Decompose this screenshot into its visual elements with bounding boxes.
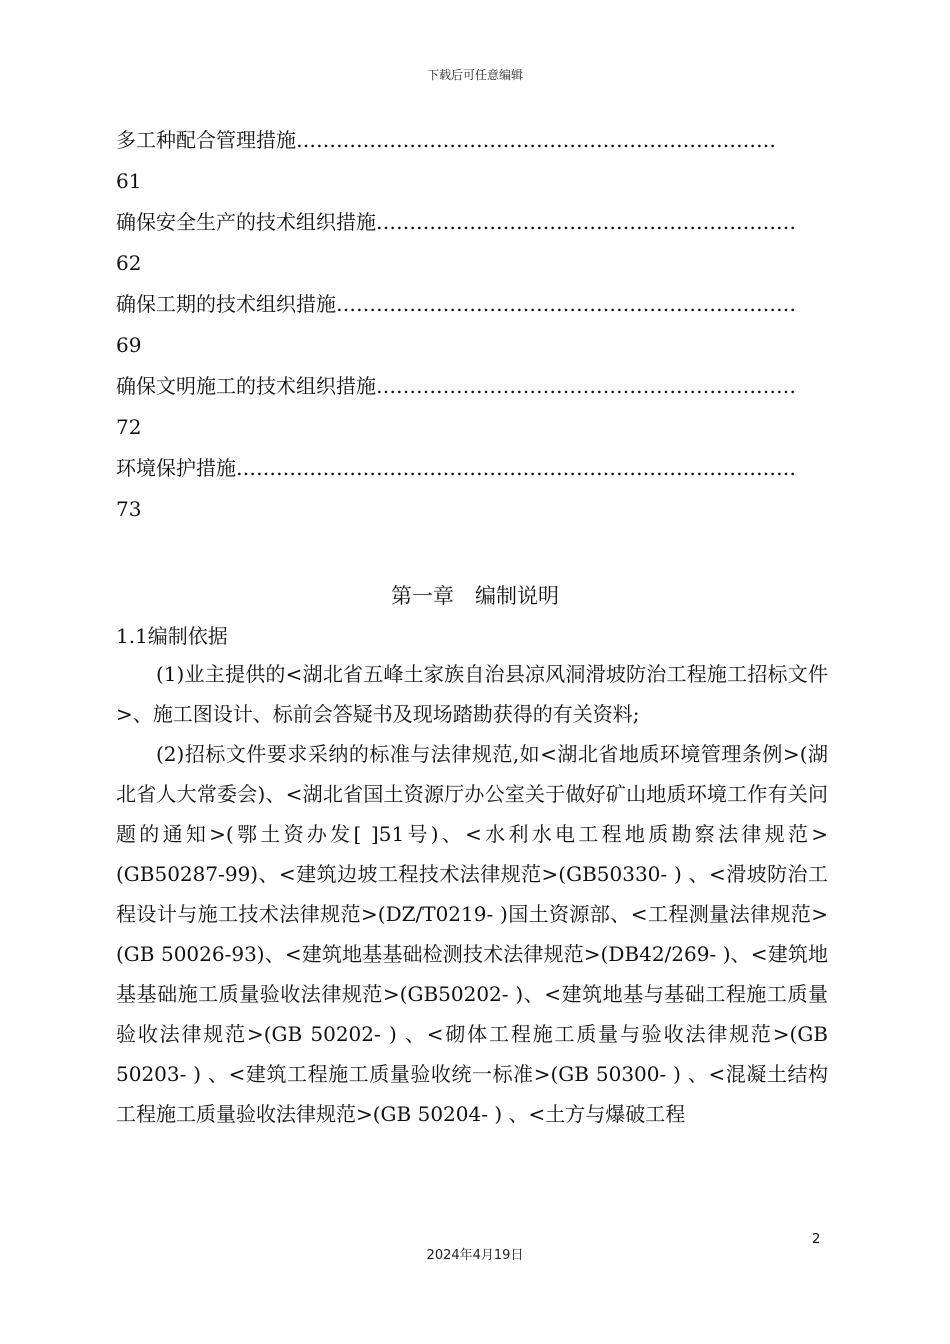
header-note: 下载后可任意编辑 [426,68,523,82]
paragraph: (2)招标文件要求采纳的标准与法律规范,如<湖北省地质环境管理条例>(湖北省人大常委会)、<湖北省国土资源厅办公室关于做好矿山地质环境工作有关问题的通知>(鄂土资办发[ ]51号)、<水利水电工程地质勘察法律规范>(GB50287-99)、<建筑边坡工程技术法律规范>(GB50330- ) 、<滑坡防治工程设计与施工技术法律规范>(DZ/T0219- )国土资源部、<工程测量法律规范>(GB 50026-93)、<建筑地基基础检测技术法律规范>(DB42/269- )、<建筑地基基础施工质量验收法律规范>(GB50202- )、<建筑地基与基础工程施工质量验收法律规范>(GB 50202- ) 、<砌体工程施工质量与验收法律规范>(GB 50203- ) 、<建筑工程施工质量验收统一标准>(GB 50300- ) 、<混凝土结构工程施工质量验收法律规范>(GB 50204- ) 、<土方与爆破工程 [116,742,828,1126]
toc-entry-page: 61 [116,169,142,193]
toc-entry-title: 确保安全生产的技术组织措施……………………………………………………… [116,210,796,234]
page-number: 2 [812,1232,821,1247]
toc-entry-page: 73 [116,497,142,521]
chapter-title: 第一章 编制说明 [391,584,559,608]
toc-entry-page: 72 [116,415,142,439]
toc-entry [116,448,816,530]
toc-entry [116,366,816,448]
toc-entry-title: 环境保护措施………………………………………………………………………… [116,456,796,480]
paragraph: (1)业主提供的<湖北省五峰土家族自治县凉风洞滑坡防治工程施工招标文件>、施工图设计、标前会答疑书及现场踏勘获得的有关资料; [116,662,828,726]
section-heading: 1.1编制依据 [116,624,228,648]
toc-entry [116,284,816,366]
toc-entry [116,120,816,202]
toc-entry-page: 69 [116,333,142,357]
footer-date: 2024年4月19日 [426,1248,524,1263]
toc-entry-title: 确保工期的技术组织措施…………………………………………………………… [116,292,796,316]
toc-entry [116,202,816,284]
toc-entry-page: 62 [116,251,142,275]
body-text [116,654,828,1134]
table-of-contents [116,120,816,530]
toc-entry-title: 确保文明施工的技术组织措施……………………………………………………… [116,374,796,398]
toc-entry-title: 多工种配合管理措施……………………………………………………………… [116,128,776,152]
